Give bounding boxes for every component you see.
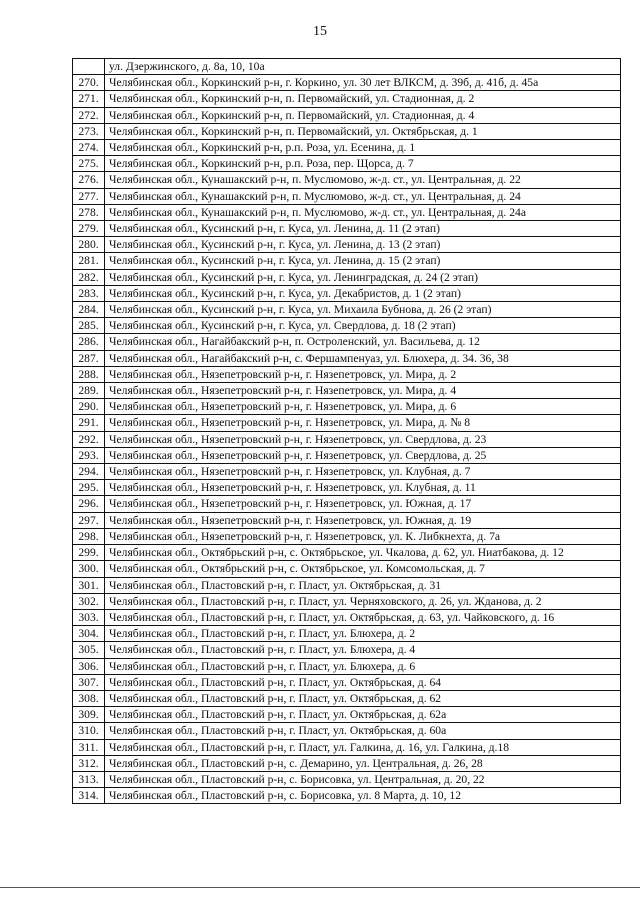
- row-address: Челябинская обл., Кунашакский р-н, п. Муслюмово, ж-д. ст., ул. Центральная, д. 24: [105, 188, 621, 204]
- table-row: [73, 658, 621, 674]
- table-row: [73, 642, 621, 658]
- row-number: 305.: [73, 642, 105, 658]
- table-row: [73, 739, 621, 755]
- row-number: 276.: [73, 172, 105, 188]
- row-address: Челябинская обл., Кунашакский р-н, п. Муслюмово, ж-д. ст., ул. Центральная, д. 24а: [105, 204, 621, 220]
- row-address: Челябинская обл., Нязепетровский р-н, г. Нязепетровск, ул. Мира, д. 4: [105, 383, 621, 399]
- row-number: 309.: [73, 707, 105, 723]
- row-number: 301.: [73, 577, 105, 593]
- row-address: Челябинская обл., Пластовский р-н, г. Пласт, ул. Блюхера, д. 4: [105, 642, 621, 658]
- row-address: Челябинская обл., Нагайбакский р-н, с. Фершампенуаз, ул. Блюхера, д. 34. 36, 38: [105, 350, 621, 366]
- table-row: [73, 285, 621, 301]
- table-row: [73, 447, 621, 463]
- address-table: [72, 58, 621, 804]
- row-number: 308.: [73, 690, 105, 706]
- row-address: Челябинская обл., Пластовский р-н, с. Борисовка, ул. 8 Марта, д. 10, 12: [105, 788, 621, 804]
- row-address: Челябинская обл., Коркинский р-н, п. Первомайский, ул. Стадионная, д. 4: [105, 107, 621, 123]
- table-row: [73, 480, 621, 496]
- row-address: Челябинская обл., Пластовский р-н, г. Пласт, ул. Галкина, д. 16, ул. Галкина, д.18: [105, 739, 621, 755]
- row-number: 277.: [73, 188, 105, 204]
- table-row: [73, 204, 621, 220]
- row-address: Челябинская обл., Кусинский р-н, г. Куса, ул. Михаила Бубнова, д. 26 (2 этап): [105, 302, 621, 318]
- row-number: 307.: [73, 674, 105, 690]
- row-number: 272.: [73, 107, 105, 123]
- table-row: [73, 723, 621, 739]
- row-address: Челябинская обл., Нязепетровский р-н, г. Нязепетровск, ул. Мира, д. № 8: [105, 415, 621, 431]
- table-row: [73, 156, 621, 172]
- row-address: Челябинская обл., Коркинский р-н, п. Первомайский, ул. Октябрьская, д. 1: [105, 123, 621, 139]
- row-number: 270.: [73, 75, 105, 91]
- table-row: [73, 496, 621, 512]
- row-number: 279.: [73, 221, 105, 237]
- row-address: Челябинская обл., Кунашакский р-н, п. Муслюмово, ж-д. ст., ул. Центральная, д. 22: [105, 172, 621, 188]
- table-row: [73, 383, 621, 399]
- row-address: Челябинская обл., Пластовский р-н, г. Пласт, ул. Октябрьская, д. 64: [105, 674, 621, 690]
- table-row: [73, 318, 621, 334]
- row-address: Челябинская обл., Октябрьский р-н, с. Октябрьское, ул. Комсомольская, д. 7: [105, 561, 621, 577]
- row-address: Челябинская обл., Пластовский р-н, г. Пласт, ул. Блюхера, д. 6: [105, 658, 621, 674]
- row-address: ул. Дзержинского, д. 8а, 10, 10а: [105, 59, 621, 75]
- row-address: Челябинская обл., Кусинский р-н, г. Куса, ул. Свердлова, д. 18 (2 этап): [105, 318, 621, 334]
- row-number: 303.: [73, 609, 105, 625]
- address-table-body: [73, 59, 621, 804]
- row-address: Челябинская обл., Пластовский р-н, г. Пласт, ул. Октябрьская, д. 62: [105, 690, 621, 706]
- row-address: Челябинская обл., Кусинский р-н, г. Куса, ул. Ленина, д. 11 (2 этап): [105, 221, 621, 237]
- row-address: Челябинская обл., Коркинский р-н, п. Первомайский, ул. Стадионная, д. 2: [105, 91, 621, 107]
- table-row: [73, 123, 621, 139]
- row-address: Челябинская обл., Нязепетровский р-н, г. Нязепетровск, ул. Свердлова, д. 25: [105, 447, 621, 463]
- row-number: 302.: [73, 593, 105, 609]
- row-number: 288.: [73, 366, 105, 382]
- row-number: 312.: [73, 755, 105, 771]
- row-address: Челябинская обл., Кусинский р-н, г. Куса, ул. Декабристов, д. 1 (2 этап): [105, 285, 621, 301]
- row-address: Челябинская обл., Пластовский р-н, с. Борисовка, ул. Центральная, д. 20, 22: [105, 771, 621, 787]
- row-number: 293.: [73, 447, 105, 463]
- row-number: 284.: [73, 302, 105, 318]
- table-row: [73, 674, 621, 690]
- row-number: 274.: [73, 140, 105, 156]
- row-address: Челябинская обл., Кусинский р-н, г. Куса, ул. Ленинградская, д. 24 (2 этап): [105, 269, 621, 285]
- table-row: [73, 75, 621, 91]
- row-address: Челябинская обл., Пластовский р-н, г. Пласт, ул. Блюхера, д. 2: [105, 626, 621, 642]
- row-address: Челябинская обл., Октябрьский р-н, с. Октябрьское, ул. Чкалова, д. 62, ул. Ниатбакова, д. 12: [105, 545, 621, 561]
- table-row: [73, 707, 621, 723]
- row-address: Челябинская обл., Кусинский р-н, г. Куса, ул. Ленина, д. 15 (2 этап): [105, 253, 621, 269]
- row-address: Челябинская обл., Кусинский р-н, г. Куса, ул. Ленина, д. 13 (2 этап): [105, 237, 621, 253]
- table-row: [73, 399, 621, 415]
- row-number: 287.: [73, 350, 105, 366]
- row-number: 298.: [73, 528, 105, 544]
- row-number: 295.: [73, 480, 105, 496]
- table-row: [73, 59, 621, 75]
- table-row: [73, 269, 621, 285]
- table-row: [73, 528, 621, 544]
- row-number: 300.: [73, 561, 105, 577]
- row-address: Челябинская обл., Нязепетровский р-н, г. Нязепетровск, ул. Клубная, д. 11: [105, 480, 621, 496]
- page-number: 15: [313, 24, 327, 39]
- table-row: [73, 593, 621, 609]
- row-number: 281.: [73, 253, 105, 269]
- table-row: [73, 545, 621, 561]
- table-row: [73, 91, 621, 107]
- row-number: 286.: [73, 334, 105, 350]
- row-number: 292.: [73, 431, 105, 447]
- table-row: [73, 561, 621, 577]
- row-address: Челябинская обл., Пластовский р-н, г. Пласт, ул. Октябрьская, д. 63, ул. Чайковского, д. 16: [105, 609, 621, 625]
- row-number: 310.: [73, 723, 105, 739]
- row-address: Челябинская обл., Пластовский р-н, г. Пласт, ул. Черняховского, д. 26, ул. Жданова, д. 2: [105, 593, 621, 609]
- row-number: 314.: [73, 788, 105, 804]
- row-number: 290.: [73, 399, 105, 415]
- row-number: 271.: [73, 91, 105, 107]
- table-row: [73, 172, 621, 188]
- row-number: 282.: [73, 269, 105, 285]
- row-address: Челябинская обл., Пластовский р-н, г. Пласт, ул. Октябрьская, д. 60а: [105, 723, 621, 739]
- row-number: 285.: [73, 318, 105, 334]
- row-address: Челябинская обл., Нязепетровский р-н, г. Нязепетровск, ул. Южная, д. 17: [105, 496, 621, 512]
- row-number: 306.: [73, 658, 105, 674]
- row-address: Челябинская обл., Коркинский р-н, р.п. Роза, пер. Щорса, д. 7: [105, 156, 621, 172]
- row-address: Челябинская обл., Пластовский р-н, с. Демарино, ул. Центральная, д. 26, 28: [105, 755, 621, 771]
- row-address: Челябинская обл., Нязепетровский р-н, г. Нязепетровск, ул. К. Либкнехта, д. 7а: [105, 528, 621, 544]
- row-address: Челябинская обл., Коркинский р-н, р.п. Роза, ул. Есенина, д. 1: [105, 140, 621, 156]
- table-row: [73, 690, 621, 706]
- table-row: [73, 626, 621, 642]
- row-number: 296.: [73, 496, 105, 512]
- row-number: 278.: [73, 204, 105, 220]
- row-address: Челябинская обл., Пластовский р-н, г. Пласт, ул. Октябрьская, д. 62а: [105, 707, 621, 723]
- row-number: 280.: [73, 237, 105, 253]
- row-number: 297.: [73, 512, 105, 528]
- table-row: [73, 221, 621, 237]
- table-row: [73, 771, 621, 787]
- table-row: [73, 609, 621, 625]
- row-number: [73, 59, 105, 75]
- table-row: [73, 755, 621, 771]
- row-number: 289.: [73, 383, 105, 399]
- row-address: Челябинская обл., Нязепетровский р-н, г. Нязепетровск, ул. Мира, д. 6: [105, 399, 621, 415]
- bottom-divider: [0, 887, 640, 888]
- table-row: [73, 464, 621, 480]
- table-row: [73, 431, 621, 447]
- row-address: Челябинская обл., Коркинский р-н, г. Коркино, ул. 30 лет ВЛКСМ, д. 39б, д. 41б, д. 45а: [105, 75, 621, 91]
- row-address: Челябинская обл., Нагайбакский р-н, п. Остроленский, ул. Васильева, д. 12: [105, 334, 621, 350]
- table-row: [73, 237, 621, 253]
- table-row: [73, 366, 621, 382]
- row-number: 304.: [73, 626, 105, 642]
- table-row: [73, 253, 621, 269]
- table-row: [73, 577, 621, 593]
- row-address: Челябинская обл., Нязепетровский р-н, г. Нязепетровск, ул. Мира, д. 2: [105, 366, 621, 382]
- table-row: [73, 107, 621, 123]
- row-number: 311.: [73, 739, 105, 755]
- row-address: Челябинская обл., Нязепетровский р-н, г. Нязепетровск, ул. Южная, д. 19: [105, 512, 621, 528]
- table-row: [73, 512, 621, 528]
- table-row: [73, 188, 621, 204]
- row-address: Челябинская обл., Нязепетровский р-н, г. Нязепетровск, ул. Клубная, д. 7: [105, 464, 621, 480]
- table-row: [73, 140, 621, 156]
- table-row: [73, 788, 621, 804]
- row-number: 291.: [73, 415, 105, 431]
- row-number: 273.: [73, 123, 105, 139]
- table-row: [73, 350, 621, 366]
- row-number: 283.: [73, 285, 105, 301]
- table-row: [73, 302, 621, 318]
- row-number: 299.: [73, 545, 105, 561]
- row-number: 313.: [73, 771, 105, 787]
- table-row: [73, 415, 621, 431]
- row-address: Челябинская обл., Пластовский р-н, г. Пласт, ул. Октябрьская, д. 31: [105, 577, 621, 593]
- row-number: 294.: [73, 464, 105, 480]
- table-row: [73, 334, 621, 350]
- row-number: 275.: [73, 156, 105, 172]
- row-address: Челябинская обл., Нязепетровский р-н, г. Нязепетровск, ул. Свердлова, д. 23: [105, 431, 621, 447]
